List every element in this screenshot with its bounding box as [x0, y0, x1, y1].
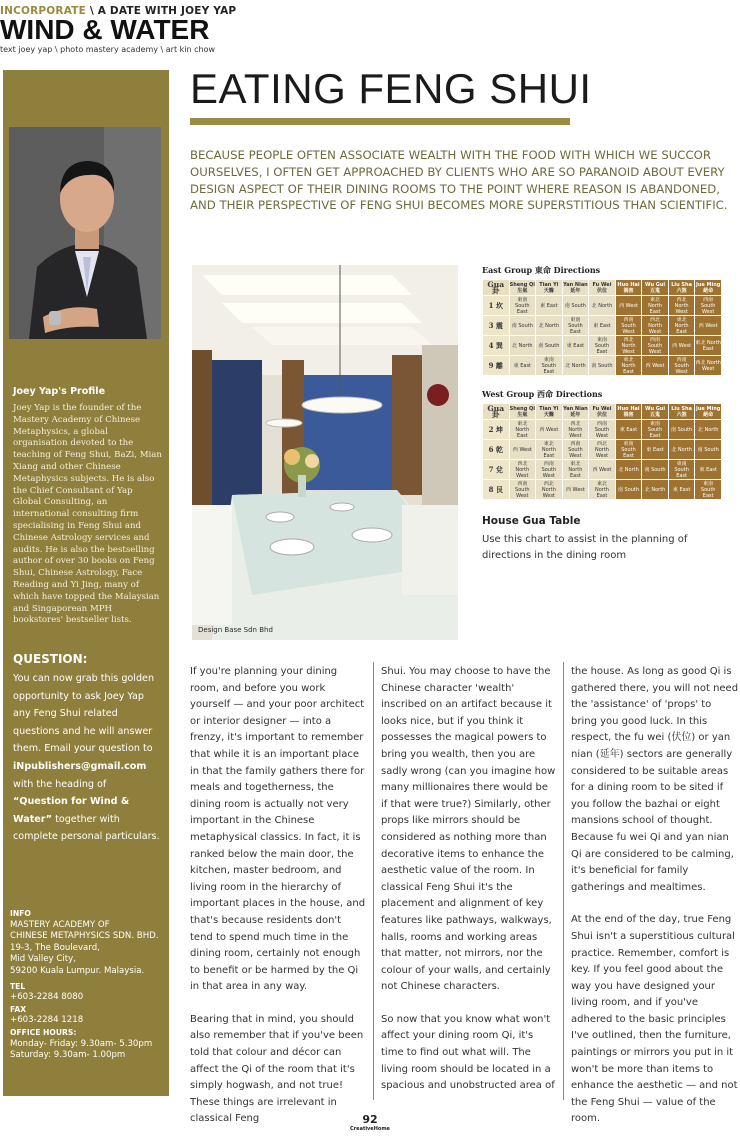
profile-text: Joey Yap is the founder of the Mastery Academy of Chinese Metaphysics, a global organisation devoted to the teaching of Feng Shui, BaZi, Mian Xiang and other Chinese Metaphysics subjects. He is also the Chief Consultant of Yap Global Consulting, an international consulting firm specialising in Feng Shui and Chinese Astrology services and audits. He is also the bestselling author of over 30 books on Feng Shui, Chinese Astrology, Face Reading and Yi Jing, many of which have topped the Malaysian and Singaporean MPH bookstores' bestseller lists.: [13, 403, 162, 626]
direction-cell: 西 West: [615, 296, 642, 316]
article-title: EATING FENG SHUI: [190, 65, 592, 112]
direction-cell: 北 North: [509, 336, 536, 356]
body-column-1: [190, 664, 367, 1144]
direction-cell: 東 East: [642, 440, 669, 460]
direction-cell: 東北 North East: [695, 336, 722, 356]
direction-cell: 東北 North East: [536, 440, 563, 460]
table-row: [483, 460, 722, 480]
direction-cell: 東 East: [668, 480, 695, 500]
question-text-2: with the heading of: [13, 778, 107, 790]
header: [0, 5, 400, 54]
direction-header-cell: Sheng Qi 生氣: [509, 281, 536, 294]
info-address-line: MASTERY ACADEMY OF: [10, 919, 110, 930]
direction-cell: 南 South: [509, 316, 536, 336]
direction-header-cell: Jue Ming 絕命: [695, 281, 721, 294]
direction-cell: 東 East: [509, 356, 536, 376]
direction-cell: 西北 North West: [668, 296, 695, 316]
direction-cell: 東 East: [589, 316, 616, 336]
body-paragraph: If you're planning your dining room, and before you work yourself — and your poor architect or interior designer — into a frenzy, it's important to remember that while it is an important place in that the family gathers there for meals and togetherness, the dining room is actually not very important in the Chinese metaphysical classics. In fact, it is ranked below the main door, the kitchen, master bedroom, and living room in the hierarchy of important places in the house, and that's because residents don't tend to spend much time in the dining room, certainly not enough to benefit or be harmed by the Qi in that area in any way.: [190, 666, 366, 993]
direction-cell: 南 South: [562, 296, 589, 316]
info-block: [10, 908, 168, 1062]
direction-cell: 東 East: [615, 420, 642, 440]
direction-cell: 西 West: [695, 316, 722, 336]
direction-header-cell: Fu Wei 伏位: [589, 280, 616, 296]
table-row: [483, 336, 722, 356]
body-paragraph: Shui. You may choose to have the Chinese character 'wealth' inscribed on an artifact because it looks nice, but if you think it possesses the magical powers to bring you wealth, then you are sadly wrong (can you imagine how many millionaires there would be if that were true?) Similarly, other props like mirrors should be considered as nothing more than decorative items to enhance the aesthetic value of the room. In classical Feng Shui it's the placement and alignment of key features like pathways, walkways, halls, rooms and working areas that matter, not mirrors, nor the colour of your walls, and certainly not Chinese characters.: [381, 666, 556, 993]
info-address-line: 19-3, The Boulevard,: [10, 942, 100, 953]
table-row: [483, 296, 722, 316]
question-heading: QUESTION:: [13, 652, 88, 666]
section-separator: \: [89, 5, 94, 17]
direction-cell: 東南 South East: [536, 356, 563, 376]
direction-cell: 東南 South East: [589, 336, 616, 356]
section-label: INCORPORATE: [0, 5, 86, 17]
direction-cell: 南 South: [642, 460, 669, 480]
gua-number-cell: 7 兌: [483, 460, 510, 480]
body-paragraph: So now that you know what won't affect your dining room Qi, it's time to find out what will. The living room should be located in a spacious and unobstructed area of: [381, 1013, 555, 1092]
direction-cell: 北 North: [536, 316, 563, 336]
photo-credit: Design Base Sdn Bhd: [198, 626, 273, 634]
gua-header-cell: Gua 卦: [483, 404, 510, 420]
table-row: [483, 440, 722, 460]
direction-cell: 西 West: [589, 460, 616, 480]
direction-cell: 西 West: [509, 440, 536, 460]
direction-header-cell: Liu Sha 六煞: [668, 280, 695, 296]
tel-number: +603-2284 8080: [10, 992, 84, 1003]
direction-cell: 西北 North West: [562, 420, 589, 440]
direction-cell: 東南 South East: [562, 316, 589, 336]
direction-cell: 東南 South East: [615, 440, 642, 460]
column-subtitle: A DATE WITH JOEY YAP: [97, 5, 237, 17]
direction-cell: 北 North: [615, 460, 642, 480]
office-hours-line: Saturday: 9.30am- 1.00pm: [10, 1050, 126, 1061]
east-group-table: [482, 265, 722, 376]
gua-table-caption-text: Use this chart to assist in the planning of directions in the dining room: [482, 534, 688, 561]
table-row: [483, 316, 722, 336]
east-gua-table: [482, 279, 722, 376]
direction-cell: 北 North: [562, 356, 589, 376]
direction-header-cell: Wu Gui 五鬼: [642, 280, 669, 296]
east-group-title: East Group 東命 Directions: [482, 265, 601, 275]
fax-label: FAX: [10, 1004, 27, 1014]
direction-cell: 東北 North East: [562, 460, 589, 480]
profile-heading: Joey Yap's Profile: [13, 386, 106, 397]
direction-cell: 北 North: [642, 480, 669, 500]
direction-header-cell: Fu Wei 伏位: [589, 404, 616, 420]
info-address-line: 59200 Kuala Lumpur. Malaysia.: [10, 965, 145, 976]
direction-cell: 西南 South West: [642, 336, 669, 356]
direction-cell: 東 East: [536, 296, 563, 316]
question-text: [13, 670, 163, 846]
direction-header-cell: Liu Sha 六煞: [668, 404, 695, 420]
gua-table-caption-heading: House Gua Table: [482, 515, 581, 527]
office-hours-label: OFFICE HOURS:: [10, 1027, 77, 1037]
direction-cell: 西北 North West: [695, 356, 722, 376]
west-gua-table: [482, 403, 722, 500]
direction-header-cell: Jue Ming 絕命: [695, 405, 721, 418]
info-address-line: CHINESE METAPHYSICS SDN. BHD.: [10, 931, 159, 942]
direction-cell: 西南 South West: [615, 316, 642, 336]
gua-number-cell: 1 坎: [483, 296, 510, 316]
tel-label: TEL: [10, 981, 26, 991]
direction-header-cell: Wu Gui 五鬼: [642, 404, 669, 420]
question-text-1: You can now grab this golden opportunity to ask Joey Yap any Feng Shui related questions and he will answer them. Email your question to: [13, 673, 155, 755]
gua-number-cell: 2 坤: [483, 420, 510, 440]
office-hours-line: Monday- Friday: 9.30am- 5.30pm: [10, 1038, 153, 1049]
direction-cell: 東北 North East: [668, 316, 695, 336]
direction-header-cell: Huo Hai 禍害: [615, 280, 642, 296]
direction-cell: 西北 North West: [509, 460, 536, 480]
direction-cell: 西北 North West: [642, 316, 669, 336]
direction-cell: 西 West: [668, 336, 695, 356]
direction-cell: 西南 South West: [589, 420, 616, 440]
direction-cell: 東北 North East: [509, 420, 536, 440]
direction-header-cell: Tian Yi 天醫: [536, 404, 563, 420]
body-paragraph: At the end of the day, true Feng Shui isn't a superstitious cultural practice. Remember, comfort is key. If you feel good about the way you have designed your living room, and if you've adhered to the basic principles I've outlined, then the furniture, paintings or mirrors you put in it won't be more than items to enhance the aesthetic — and not the Feng Shui — value of the room.: [571, 914, 738, 1125]
direction-cell: 南 South: [695, 440, 722, 460]
direction-cell: 西南 South West: [562, 440, 589, 460]
magazine-name: CreativeHome: [350, 1126, 390, 1132]
direction-cell: 北 North: [668, 440, 695, 460]
direction-cell: 西南 South West: [536, 460, 563, 480]
gua-number-cell: 6 乾: [483, 440, 510, 460]
direction-cell: 東 East: [695, 460, 722, 480]
body-paragraph: the house. As long as good Qi is gathered there, you will not need the 'assistance' of 'props' to bring you good luck. In this respect, the fu wei (伏位) or yan nian (延年) sectors are generally considered to be suitable areas for a dining room to be sited if you follow the bazhai or eight mansions school of thought. Because fu wei Qi and yan nian Qi are considered to be calming, it's beneficial for family gatherings and mealtimes.: [571, 666, 739, 893]
direction-cell: 南 South: [615, 480, 642, 500]
info-label: INFO: [10, 909, 31, 918]
page-number: 92: [362, 1113, 378, 1126]
gua-number-cell: 3 震: [483, 316, 510, 336]
table-row: [483, 480, 722, 500]
body-paragraph: Bearing that in mind, you should also remember that if you've been told that colour and décor can affect the Qi of the room that it's simply hogwash, and not true! These things are irrelevant in classical Feng: [190, 1013, 364, 1125]
column-title: WIND & WATER: [0, 14, 210, 45]
table-header-row: [483, 404, 722, 420]
table-header-row: [483, 280, 722, 296]
gua-number-cell: 8 艮: [483, 480, 510, 500]
direction-cell: 西北 North West: [589, 440, 616, 460]
gua-header-cell: Gua 卦: [483, 280, 510, 296]
direction-cell: 東南 South East: [509, 296, 536, 316]
direction-header-cell: Sheng Qi 生氣: [509, 405, 536, 418]
direction-cell: 東南 South East: [668, 460, 695, 480]
direction-header-cell: Yan Nian 延年: [563, 405, 588, 418]
table-row: [483, 420, 722, 440]
direction-cell: 南 South: [536, 336, 563, 356]
direction-cell: 東北 North East: [615, 356, 642, 376]
direction-cell: 東南 South East: [642, 420, 669, 440]
direction-header-cell: Tian Yi 天醫: [536, 280, 563, 296]
west-group-title: West Group 西命 Directions: [482, 389, 603, 399]
direction-cell: 東北 North East: [589, 480, 616, 500]
fax-number: +603-2284 1218: [10, 1015, 84, 1026]
direction-cell: 東北 North East: [642, 296, 669, 316]
credits: text joey yap \ photo mastery academy \ art kin chow: [0, 45, 216, 54]
direction-cell: 西南 South West: [668, 356, 695, 376]
question-text-3: together with complete personal particulars.: [13, 813, 160, 843]
direction-cell: 西北 North West: [536, 480, 563, 500]
dining-room-photo: [192, 265, 458, 640]
body-column-2: [381, 664, 556, 1111]
dining-room-illustration: [192, 265, 458, 640]
title-rule: [190, 118, 570, 125]
author-photo: [9, 127, 161, 339]
direction-cell: 西南 South West: [695, 296, 722, 316]
direction-cell: 西 West: [562, 480, 589, 500]
direction-cell: 西北 North West: [615, 336, 642, 356]
direction-cell: 西 West: [536, 420, 563, 440]
column-divider: [373, 662, 374, 1100]
info-address-line: Mid Valley City,: [10, 954, 76, 965]
portrait-illustration: [9, 127, 161, 339]
direction-cell: 南 South: [668, 420, 695, 440]
table-row: [483, 356, 722, 376]
direction-cell: 北 North: [589, 296, 616, 316]
direction-cell: 西 West: [642, 356, 669, 376]
direction-cell: 北 North: [695, 420, 722, 440]
direction-header-cell: Huo Hai 禍害: [615, 404, 642, 420]
column-divider: [563, 662, 564, 1100]
article-intro: BECAUSE PEOPLE OFTEN ASSOCIATE WEALTH WITH THE FOOD WITH WHICH WE SUCCOR OURSELVES, I OFTEN GET APPROACHED BY CLIENTS WHO ARE SO PARANOID ABOUT EVERY DESIGN ASPECT OF THEIR DINING ROOMS TO THE POINT WHERE REASON IS ABANDONED, AND THEIR PERSPECTIVE OF FENG SHUI BECOMES MORE SUPERSTITIOUS THAN SCIENTIFIC.: [190, 148, 728, 213]
gua-number-cell: 4 巽: [483, 336, 510, 356]
direction-cell: 西南 South West: [509, 480, 536, 500]
west-group-table: [482, 389, 722, 500]
direction-cell: 南 South: [589, 356, 616, 376]
question-heading-quote: “Question for Wind & Water”: [13, 796, 130, 825]
direction-header-cell: Yan Nian 延年: [563, 281, 588, 294]
gua-number-cell: 9 離: [483, 356, 510, 376]
body-column-3: [571, 664, 739, 1144]
direction-cell: 東 East: [562, 336, 589, 356]
direction-cell: 東南 South East: [695, 480, 722, 500]
question-email: iNpublishers@gmail.com: [13, 760, 147, 772]
